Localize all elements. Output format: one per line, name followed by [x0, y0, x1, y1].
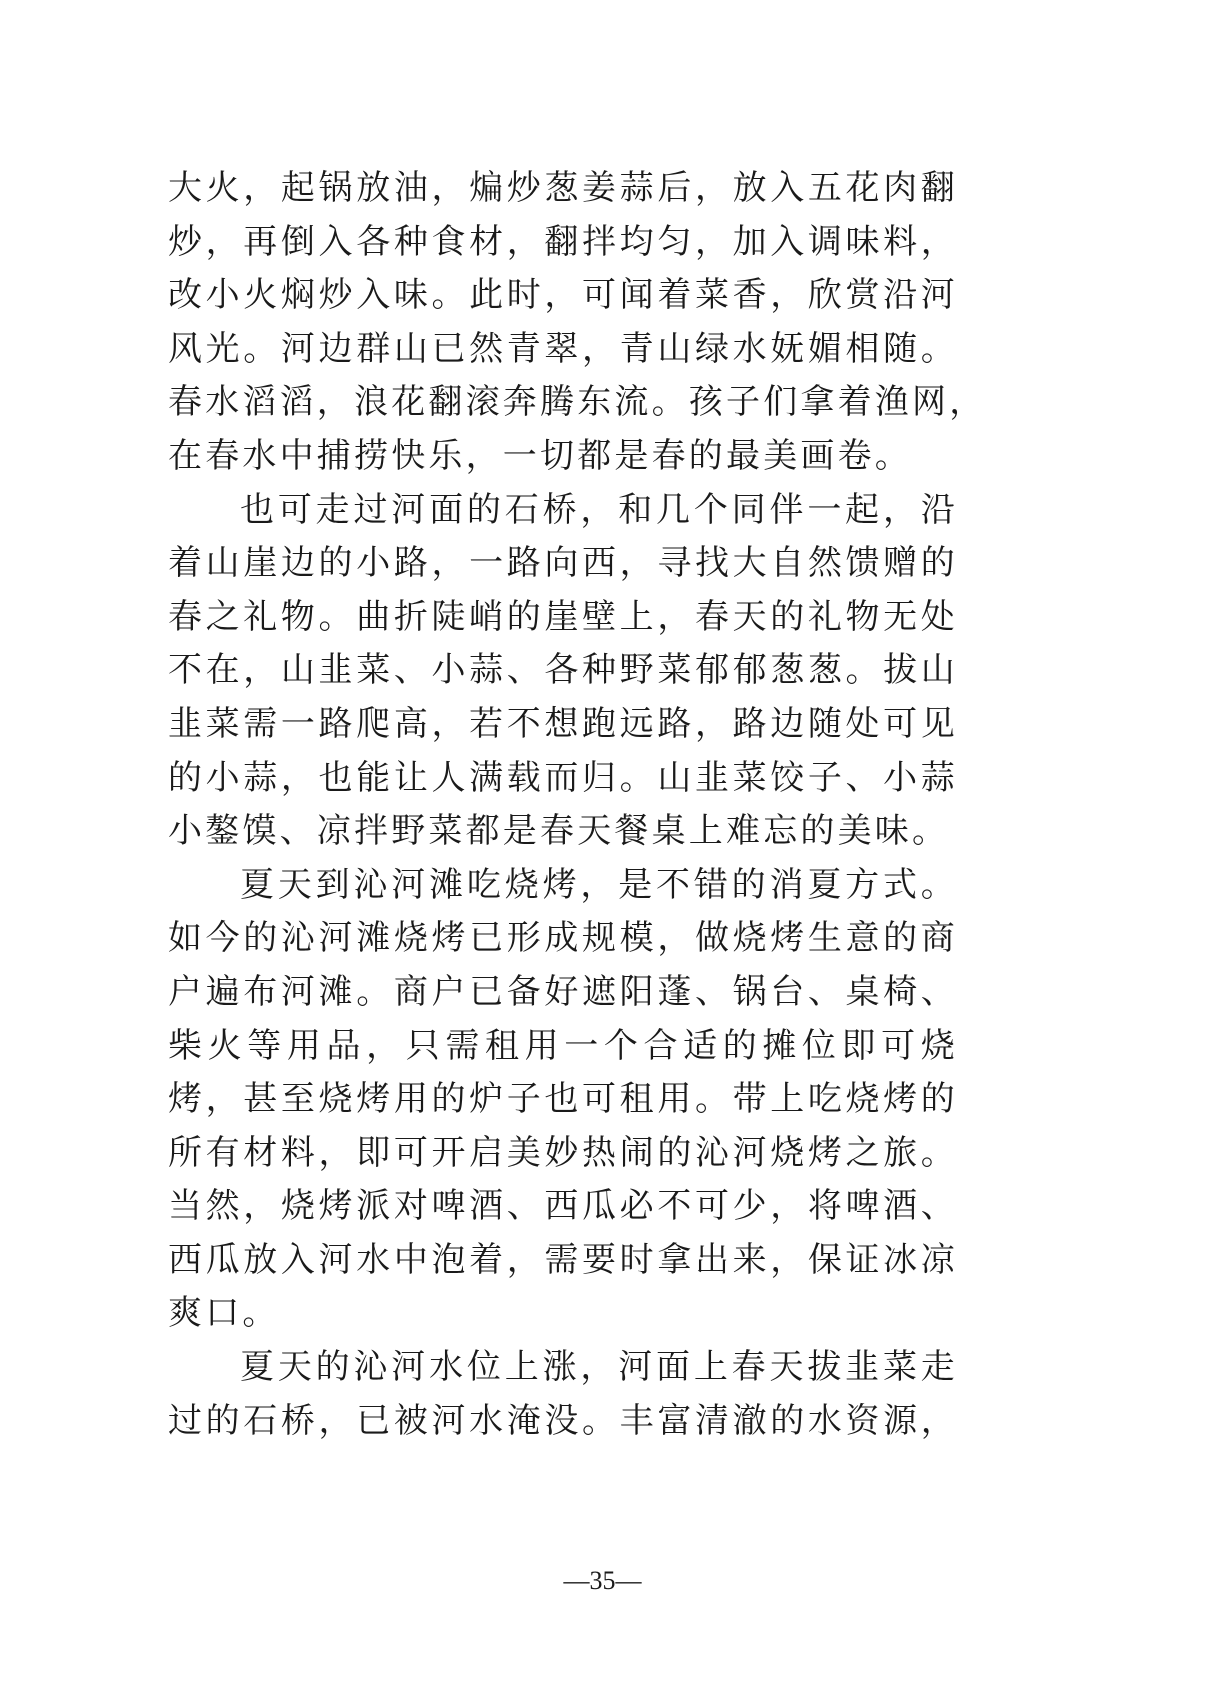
text-line: 在春水中捕捞快乐，一切都是春的最美画卷。: [168, 435, 912, 476]
paragraph-2: [168, 484, 958, 859]
text-line: 所有材料，即可开启美妙热闹的沁河烧烤之旅。: [168, 1132, 958, 1173]
text-line: 春水滔滔，浪花翻滚奔腾东流。孩子们拿着渔网，: [168, 382, 987, 423]
paragraph-3: [168, 859, 958, 1341]
text-line: 烤，甚至烧烤用的炉子也可租用。带上吃烧烤的: [168, 1079, 958, 1120]
text-line: 改小火焖炒入味。此时，可闻着菜香，欣赏沿河: [168, 275, 958, 316]
text-line: 小鏊馍、凉拌野菜都是春天餐桌上难忘的美味。: [168, 811, 950, 852]
text-line: 大火，起锅放油，煸炒葱姜蒜后，放入五花肉翻: [168, 168, 958, 208]
text-line: 夏天到沁河滩吃烧烤，是不错的消夏方式。: [240, 864, 958, 905]
text-line: 韭菜需一路爬高，若不想跑远路，路边随处可见: [168, 703, 958, 744]
text-line: 的小蒜，也能让人满载而归。山韭菜饺子、小蒜: [168, 757, 958, 798]
text-line: 西瓜放入河水中泡着，需要时拿出来，保证冰凉: [168, 1239, 958, 1280]
page-number: —35—: [563, 1566, 642, 1595]
text-line: 着山崖边的小路，一路向西，寻找大自然馈赠的: [168, 543, 958, 584]
body-text: [168, 162, 987, 1448]
paragraph-4: [168, 1341, 958, 1448]
text-line: 如今的沁河滩烧烤已形成规模，做烧烤生意的商: [168, 918, 958, 959]
text-line: 炒，再倒入各种食材，翻拌均匀，加入调味料，: [168, 221, 958, 262]
text-line: 不在，山韭菜、小蒜、各种野菜郁郁葱葱。拔山: [168, 650, 958, 691]
text-line: 风光。河边群山已然青翠，青山绿水妩媚相随。: [168, 328, 958, 369]
text-line: 户遍布河滩。商户已备好遮阳蓬、锅台、桌椅、: [168, 971, 958, 1012]
text-line: 也可走过河面的石桥，和几个同伴一起，沿: [240, 489, 958, 530]
text-line: 夏天的沁河水位上涨，河面上春天拔韭菜走: [240, 1347, 958, 1388]
text-line: 过的石桥，已被河水淹没。丰富清澈的水资源，: [168, 1400, 958, 1441]
text-line: 柴火等用品，只需租用一个合适的摊位即可烧: [168, 1025, 958, 1066]
text-line: 当然，烧烤派对啤酒、西瓜必不可少，将啤酒、: [168, 1186, 958, 1227]
text-line: 春之礼物。曲折陡峭的崖壁上，春天的礼物无处: [168, 596, 958, 637]
text-line: 爽口。: [168, 1293, 280, 1334]
paragraph-1: [168, 162, 987, 484]
